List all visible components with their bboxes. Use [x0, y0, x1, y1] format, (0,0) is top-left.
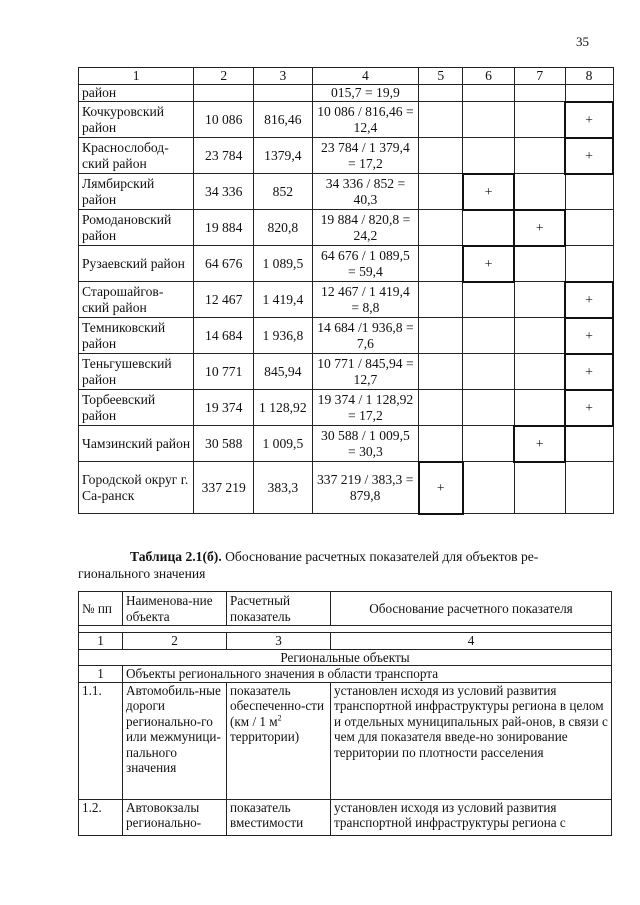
table-row	[79, 354, 614, 390]
settlement-density-table	[78, 67, 614, 515]
mark-col-8: +	[565, 102, 613, 138]
mark-col-6	[463, 138, 515, 174]
row-c2: 10 086	[194, 102, 254, 138]
row-indicator: показатель вместимости	[227, 799, 331, 835]
mark-col-8: +	[565, 282, 613, 318]
table-row	[79, 462, 614, 514]
header-num: № пп	[79, 592, 123, 626]
mark-col-7: +	[514, 426, 565, 462]
mark-col-8	[565, 210, 613, 246]
row-name: Торбеевский район	[79, 390, 194, 426]
header-basis: Обоснование расчетного показателя	[331, 592, 612, 626]
row-c3: 1 936,8	[254, 318, 312, 354]
mark-col-6	[463, 318, 515, 354]
mark-col-8: +	[565, 354, 613, 390]
indicator-text-post: территории)	[230, 729, 300, 744]
mark-col-5	[419, 138, 463, 174]
row-c4: 19 884 / 820,8 = 24,2	[312, 210, 419, 246]
row-name: Ромодановский район	[79, 210, 194, 246]
row-c4: 10 771 / 845,94 = 12,7	[312, 354, 419, 390]
mark-col-5: +	[419, 462, 463, 514]
row-name: Старошайгов-ский район	[79, 282, 194, 318]
carry-c3	[254, 85, 312, 102]
mark-col-8	[565, 462, 613, 514]
mark-col-6: +	[463, 246, 515, 282]
table-row	[79, 282, 614, 318]
row-c4: 12 467 / 1 419,4 = 8,8	[312, 282, 419, 318]
table-row	[79, 138, 614, 174]
row-c2: 10 771	[194, 354, 254, 390]
mark-col-5	[419, 246, 463, 282]
row-c3: 383,3	[254, 462, 312, 514]
mark-col-8: +	[565, 138, 613, 174]
row-c3: 1 009,5	[254, 426, 312, 462]
mark-col-6	[463, 210, 515, 246]
mark-col-6	[463, 426, 515, 462]
carry-name: район	[79, 85, 194, 102]
mark-col-6	[463, 354, 515, 390]
group-title: Объекты регионального значения в области транспорта	[123, 666, 612, 683]
header-indicator: Расчетный показатель	[227, 592, 331, 626]
row-c4: 30 588 / 1 009,5 = 30,3	[312, 426, 419, 462]
mark-col-8	[565, 246, 613, 282]
table-row	[79, 210, 614, 246]
row-c4: 10 086 / 816,46 = 12,4	[312, 102, 419, 138]
colnum-1: 1	[79, 633, 123, 650]
row-name: Лямбирский район	[79, 174, 194, 210]
row-c2: 34 336	[194, 174, 254, 210]
mark-col-8: +	[565, 318, 613, 354]
row-c4: 19 374 / 1 128,92 = 17,2	[312, 390, 419, 426]
row-c3: 816,46	[254, 102, 312, 138]
caption-label: Таблица 2.1(б).	[130, 549, 222, 564]
mark-col-7	[514, 174, 565, 210]
row-object: Автомобиль-ные дороги регионально-го или межмуници-пального значения	[123, 682, 227, 799]
row-name: Теньгушевский район	[79, 354, 194, 390]
mark-col-6	[463, 390, 515, 426]
regional-objects-table	[78, 591, 612, 836]
caption-text: Обоснование расчетных показателей для объектов ре-гионального значения	[78, 549, 539, 581]
row-name: Рузаевский район	[79, 246, 194, 282]
carry-mark-col-7	[514, 85, 565, 102]
row-num: 1.2.	[79, 799, 123, 835]
mark-col-5	[419, 210, 463, 246]
table-row	[79, 318, 614, 354]
mark-col-7	[514, 282, 565, 318]
mark-col-6: +	[463, 174, 515, 210]
colnum-2: 2	[123, 633, 227, 650]
table-row	[79, 390, 614, 426]
mark-col-5	[419, 354, 463, 390]
carry-mark-col-8	[565, 85, 613, 102]
mark-col-6	[463, 282, 515, 318]
row-c2: 14 684	[194, 318, 254, 354]
row-c2: 19 884	[194, 210, 254, 246]
table-row	[79, 246, 614, 282]
mark-col-7	[514, 318, 565, 354]
row-num: 1.1.	[79, 682, 123, 799]
colnum-5: 5	[419, 68, 463, 85]
row-name: Городской округ г. Са-ранск	[79, 462, 194, 514]
carry-mark-col-6	[463, 85, 515, 102]
mark-col-7: +	[514, 210, 565, 246]
mark-col-5	[419, 282, 463, 318]
row-c3: 1379,4	[254, 138, 312, 174]
colnum-6: 6	[463, 68, 515, 85]
mark-col-5	[419, 174, 463, 210]
group-num: 1	[79, 666, 123, 683]
mark-col-6	[463, 462, 515, 514]
mark-col-7	[514, 138, 565, 174]
row-c2: 19 374	[194, 390, 254, 426]
mark-col-8	[565, 174, 613, 210]
carry-c4: 015,7 = 19,9	[312, 85, 419, 102]
mark-col-5	[419, 318, 463, 354]
row-c4: 337 219 / 383,3 = 879,8	[312, 462, 419, 514]
row-c4: 23 784 / 1 379,4 = 17,2	[312, 138, 419, 174]
mark-col-5	[419, 426, 463, 462]
mark-col-7	[514, 246, 565, 282]
row-c4: 14 684 /1 936,8 = 7,6	[312, 318, 419, 354]
indicator-sup: 2	[277, 713, 282, 723]
header-object: Наименова-ние объекта	[123, 592, 227, 626]
row-c2: 337 219	[194, 462, 254, 514]
mark-col-6	[463, 102, 515, 138]
row-c4: 34 336 / 852 = 40,3	[312, 174, 419, 210]
colnum-7: 7	[514, 68, 565, 85]
row-name: Краснослобод-ский район	[79, 138, 194, 174]
colnum-3: 3	[254, 68, 312, 85]
table-caption	[78, 548, 608, 582]
mark-col-7	[514, 462, 565, 514]
header-spacer	[79, 626, 612, 633]
colnum-8: 8	[565, 68, 613, 85]
colnum-2: 2	[194, 68, 254, 85]
mark-col-8: +	[565, 390, 613, 426]
colnum-4: 4	[312, 68, 419, 85]
row-c2: 12 467	[194, 282, 254, 318]
page-number: 35	[576, 34, 589, 49]
mark-col-7	[514, 102, 565, 138]
row-c3: 852	[254, 174, 312, 210]
mark-col-5	[419, 102, 463, 138]
mark-col-8	[565, 426, 613, 462]
indicator-text: показатель обеспеченно-сти (км / 1 м	[230, 682, 325, 729]
row-c3: 1 089,5	[254, 246, 312, 282]
table-row	[79, 426, 614, 462]
row-c4: 64 676 / 1 089,5 = 59,4	[312, 246, 419, 282]
row-c3: 1 128,92	[254, 390, 312, 426]
colnum-3: 3	[227, 633, 331, 650]
section-title: Региональные объекты	[79, 649, 612, 666]
table-row	[79, 174, 614, 210]
mark-col-7	[514, 390, 565, 426]
row-basis: установлен исходя из условий развития транспортной инфраструктуры региона с	[331, 799, 612, 835]
row-indicator	[227, 682, 331, 799]
row-name: Темниковский район	[79, 318, 194, 354]
row-name: Чамзинский район	[79, 426, 194, 462]
row-c2: 64 676	[194, 246, 254, 282]
colnum-4: 4	[331, 633, 612, 650]
row-object: Автовокзалы регионально-	[123, 799, 227, 835]
row-c2: 23 784	[194, 138, 254, 174]
row-c3: 845,94	[254, 354, 312, 390]
mark-col-7	[514, 354, 565, 390]
row-c3: 1 419,4	[254, 282, 312, 318]
table-row	[79, 102, 614, 138]
mark-col-5	[419, 390, 463, 426]
colnum-1: 1	[79, 68, 194, 85]
row-basis: установлен исходя из условий развития транспортной инфраструктуры региона в целом и отдельных муниципальных рай-онов, в связи с чем для показателя введе-но зонирование территории по плотности расселения	[331, 682, 612, 799]
carry-c2	[194, 85, 254, 102]
row-name: Кочкуровский район	[79, 102, 194, 138]
row-c2: 30 588	[194, 426, 254, 462]
row-c3: 820,8	[254, 210, 312, 246]
carry-mark-col-5	[419, 85, 463, 102]
